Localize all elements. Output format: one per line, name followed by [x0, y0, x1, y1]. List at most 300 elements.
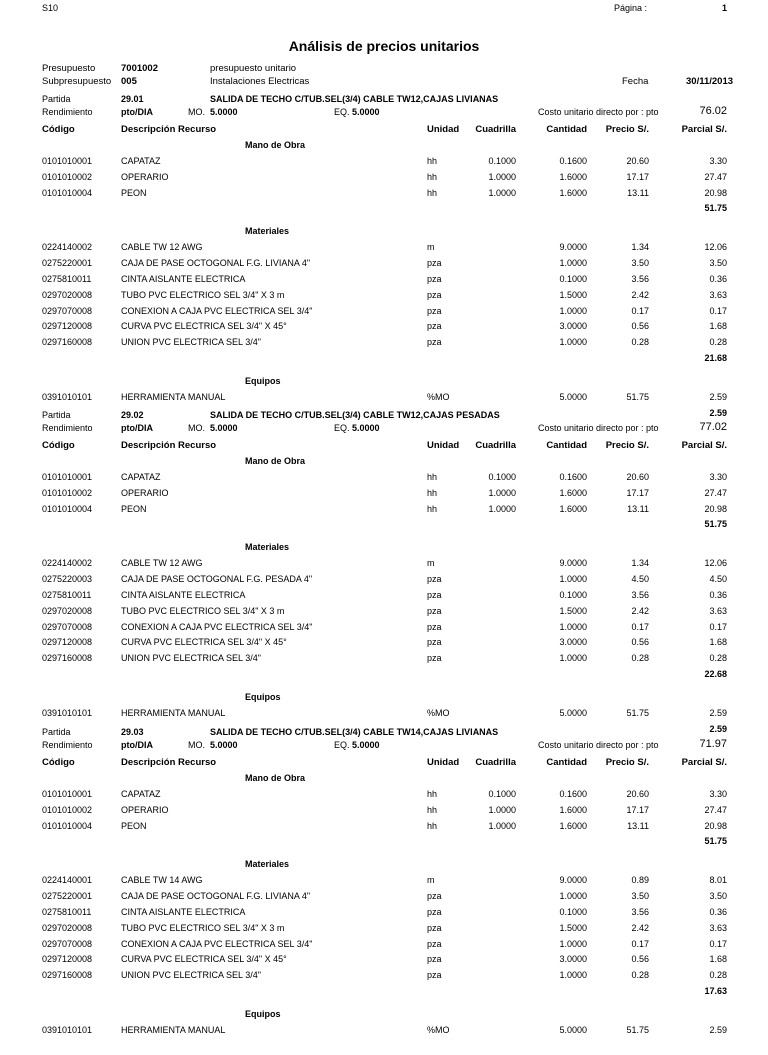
- resource-precio: 3.50: [631, 891, 649, 902]
- section-header: [0, 542, 768, 556]
- section-name: Materiales: [245, 542, 290, 553]
- column-headers: [0, 440, 768, 454]
- resource-unit: m: [427, 875, 435, 886]
- resource-row: [0, 637, 768, 651]
- resource-unit: hh: [427, 503, 438, 514]
- resource-precio: 51.75: [626, 392, 649, 402]
- subpresupuesto-label: Subpresupuesto: [42, 76, 112, 87]
- presupuesto-name: presupuesto unitario: [210, 63, 297, 74]
- resource-code: 0101010001: [42, 789, 93, 799]
- eq-value: 5.0000: [352, 107, 380, 117]
- resource-cantidad: 0.1600: [559, 789, 587, 799]
- resource-code: 0297020008: [42, 605, 93, 616]
- resource-unit: pza: [427, 289, 442, 300]
- partida-label: Partida: [42, 94, 71, 104]
- col-codigo: Código: [42, 757, 75, 768]
- col-parcial: Parcial S/.: [681, 440, 727, 451]
- resource-code: 0101010004: [42, 820, 93, 831]
- resource-unit: hh: [427, 472, 438, 482]
- col-descripcion: Descripción Recurso: [121, 124, 217, 135]
- resource-desc: CURVA PVC ELECTRICA SEL 3/4" X 45°: [121, 637, 287, 648]
- resource-precio: 17.17: [626, 804, 649, 815]
- resource-parcial: 8.01: [709, 875, 727, 886]
- resource-precio: 0.28: [631, 970, 649, 981]
- resource-desc: OPERARIO: [121, 171, 169, 182]
- partida-code: 29.01: [121, 94, 144, 104]
- resource-parcial: 0.28: [709, 653, 727, 664]
- costo-value: 77.02: [699, 421, 727, 433]
- resource-code: 0275220001: [42, 891, 93, 902]
- resource-desc: CAPATAZ: [121, 472, 161, 482]
- resource-desc: CONEXION A CAJA PVC ELECTRICA SEL 3/4": [121, 305, 313, 316]
- col-unidad: Unidad: [427, 440, 460, 451]
- resource-desc: HERRAMIENTA MANUAL: [121, 708, 226, 718]
- resource-code: 0101010001: [42, 156, 93, 166]
- resource-row: [0, 574, 768, 588]
- resource-desc: HERRAMIENTA MANUAL: [121, 1025, 226, 1035]
- costo-value: 71.97: [699, 738, 727, 750]
- col-precio: Precio S/.: [605, 757, 649, 768]
- resource-code: 0297070008: [42, 305, 93, 316]
- col-unidad: Unidad: [427, 757, 460, 768]
- resource-cantidad: 0.1000: [559, 590, 587, 600]
- resource-desc: TUBO PVC ELECTRICO SEL 3/4" X 3 m: [121, 289, 285, 300]
- resource-cantidad: 1.0000: [559, 970, 587, 981]
- resource-unit: pza: [427, 938, 442, 949]
- eq-label: EQ.: [334, 423, 350, 433]
- resource-parcial: 2.59: [709, 708, 727, 718]
- rendimiento-row: [0, 423, 768, 437]
- resource-desc: CAJA DE PASE OCTOGONAL F.G. LIVIANA 4": [121, 258, 311, 269]
- resource-cuadrilla: 1.0000: [488, 804, 516, 815]
- rendimiento-label: Rendimiento: [42, 107, 93, 117]
- resource-code: 0224140001: [42, 875, 93, 886]
- resource-row: [0, 306, 768, 320]
- resource-precio: 51.75: [626, 1025, 649, 1035]
- resource-cantidad: 1.6000: [559, 820, 587, 831]
- col-descripcion: Descripción Recurso: [121, 440, 217, 451]
- resource-cuadrilla: 0.1000: [488, 156, 516, 166]
- resource-desc: CURVA PVC ELECTRICA SEL 3/4" X 45°: [121, 321, 287, 332]
- resource-parcial: 12.06: [704, 242, 727, 253]
- section-header: [0, 1009, 768, 1023]
- resource-parcial: 27.47: [704, 804, 727, 815]
- fecha-value: 30/11/2013: [686, 76, 734, 87]
- resource-parcial: 0.36: [709, 907, 727, 917]
- resource-cuadrilla: 0.1000: [488, 472, 516, 482]
- resource-desc: CAPATAZ: [121, 156, 161, 166]
- col-codigo: Código: [42, 124, 75, 135]
- section-total-value: 51.75: [704, 203, 727, 214]
- resource-cantidad: 1.0000: [559, 574, 587, 585]
- resource-desc: PEON: [121, 187, 147, 198]
- section-header: [0, 456, 768, 470]
- resource-parcial: 2.59: [709, 1025, 727, 1035]
- resource-desc: UNION PVC ELECTRICA SEL 3/4": [121, 653, 261, 664]
- section-total: [0, 986, 768, 1000]
- resource-row: [0, 1025, 768, 1039]
- resource-parcial: 20.98: [704, 820, 727, 831]
- resource-precio: 51.75: [626, 708, 649, 718]
- resource-parcial: 3.63: [709, 605, 727, 616]
- resource-row: [0, 258, 768, 272]
- resource-code: 0297160008: [42, 337, 93, 348]
- resource-precio: 0.17: [631, 305, 649, 316]
- resource-precio: 0.56: [631, 637, 649, 648]
- resource-precio: 20.60: [626, 472, 649, 482]
- column-headers: [0, 124, 768, 138]
- resource-precio: 1.34: [631, 558, 649, 569]
- resource-parcial: 0.17: [709, 305, 727, 316]
- resource-precio: 0.56: [631, 321, 649, 332]
- resource-cantidad: 1.0000: [559, 621, 587, 632]
- resource-unit: hh: [427, 156, 438, 166]
- section-total: [0, 203, 768, 217]
- col-precio: Precio S/.: [605, 124, 649, 135]
- resource-code: 0297070008: [42, 621, 93, 632]
- partida-row: [0, 94, 768, 108]
- rendimiento-label: Rendimiento: [42, 740, 93, 750]
- resource-desc: UNION PVC ELECTRICA SEL 3/4": [121, 337, 261, 348]
- resource-cantidad: 9.0000: [559, 875, 587, 886]
- resource-unit: pza: [427, 605, 442, 616]
- eq-label: EQ.: [334, 107, 350, 117]
- resource-desc: CABLE TW 14 AWG: [121, 875, 203, 886]
- resource-parcial: 20.98: [704, 187, 727, 198]
- resource-cantidad: 1.0000: [559, 653, 587, 664]
- resource-parcial: 27.47: [704, 171, 727, 182]
- resource-row: [0, 172, 768, 186]
- resource-code: 0101010001: [42, 472, 93, 482]
- resource-cuadrilla: 1.0000: [488, 487, 516, 498]
- resource-precio: 0.28: [631, 653, 649, 664]
- col-cantidad: Cantidad: [546, 440, 587, 451]
- resource-precio: 13.11: [627, 187, 649, 198]
- partida-row: [0, 727, 768, 741]
- costo-value: 76.02: [699, 105, 727, 117]
- resource-parcial: 1.68: [709, 321, 727, 332]
- resource-row: [0, 337, 768, 351]
- resource-code: 0101010004: [42, 503, 93, 514]
- section-name: Equipos: [245, 1009, 281, 1019]
- resource-row: [0, 590, 768, 604]
- resource-row: [0, 321, 768, 335]
- resource-desc: CAJA DE PASE OCTOGONAL F.G. PESADA 4": [121, 574, 313, 585]
- resource-row: [0, 891, 768, 905]
- resource-unit: pza: [427, 337, 442, 348]
- partida-label: Partida: [42, 727, 71, 737]
- section-total-value: 51.75: [704, 836, 727, 847]
- resource-desc: CONEXION A CAJA PVC ELECTRICA SEL 3/4": [121, 938, 313, 949]
- resource-parcial: 20.98: [704, 503, 727, 514]
- resource-desc: UNION PVC ELECTRICA SEL 3/4": [121, 970, 261, 981]
- col-cantidad: Cantidad: [546, 757, 587, 768]
- resource-cantidad: 1.0000: [559, 891, 587, 902]
- resource-row: [0, 923, 768, 937]
- resource-parcial: 3.30: [709, 789, 727, 799]
- resource-code: 0224140002: [42, 242, 93, 253]
- resource-cantidad: 3.0000: [559, 954, 587, 965]
- eq-value: 5.0000: [352, 423, 380, 433]
- resource-unit: hh: [427, 187, 438, 198]
- col-precio: Precio S/.: [605, 440, 649, 451]
- mo-value: 5.0000: [210, 740, 238, 750]
- page-label: Página :: [614, 3, 648, 13]
- resource-parcial: 0.36: [709, 274, 727, 284]
- resource-parcial: 1.68: [709, 954, 727, 965]
- resource-precio: 17.17: [626, 487, 649, 498]
- partida-row: [0, 407, 768, 424]
- resource-precio: 1.34: [631, 242, 649, 253]
- resource-unit: pza: [427, 970, 442, 981]
- col-cuadrilla: Cuadrilla: [475, 440, 516, 451]
- resource-parcial: 3.50: [709, 258, 727, 269]
- page-title: Análisis de precios unitarios: [288, 38, 480, 54]
- resource-unit: pza: [427, 305, 442, 316]
- resource-cantidad: 0.1600: [559, 156, 587, 166]
- presupuesto-label: Presupuesto: [42, 63, 96, 74]
- resource-row: [0, 488, 768, 502]
- resource-parcial: 12.06: [704, 558, 727, 569]
- resource-parcial: 27.47: [704, 487, 727, 498]
- col-cuadrilla: Cuadrilla: [475, 124, 516, 135]
- resource-row: [0, 290, 768, 304]
- mo-value: 5.0000: [210, 107, 238, 117]
- resource-row: [0, 970, 768, 984]
- resource-cantidad: 1.6000: [559, 171, 587, 182]
- col-parcial: Parcial S/.: [681, 757, 727, 768]
- resource-code: 0297020008: [42, 289, 93, 300]
- resource-row: [0, 242, 768, 256]
- resource-parcial: 0.17: [709, 938, 727, 949]
- resource-row: [0, 274, 768, 288]
- resource-unit: pza: [427, 637, 442, 648]
- costo-label: Costo unitario directo por : pto: [538, 740, 659, 750]
- resource-row: [0, 392, 768, 406]
- resource-code: 0101010002: [42, 804, 93, 815]
- rendimiento-unit: pto/DIA: [121, 740, 153, 750]
- resource-precio: 2.42: [631, 922, 649, 933]
- resource-code: 0297120008: [42, 637, 93, 648]
- resource-precio: 0.28: [631, 337, 649, 348]
- mo-label: MO.: [188, 423, 205, 433]
- resource-desc: HERRAMIENTA MANUAL: [121, 392, 226, 402]
- resource-code: 0101010004: [42, 187, 93, 198]
- costo-label: Costo unitario directo por : pto: [538, 423, 659, 433]
- resource-unit: pza: [427, 621, 442, 632]
- partida-code: 29.02: [121, 410, 144, 420]
- resource-unit: hh: [427, 789, 438, 799]
- resource-code: 0297120008: [42, 954, 93, 965]
- resource-parcial: 4.50: [709, 574, 727, 585]
- resource-code: 0391010101: [42, 708, 93, 718]
- resource-desc: CURVA PVC ELECTRICA SEL 3/4" X 45°: [121, 954, 287, 965]
- resource-cantidad: 1.0000: [559, 258, 587, 269]
- column-headers: [0, 757, 768, 771]
- resource-parcial: 0.36: [709, 590, 727, 600]
- resource-cuadrilla: 1.0000: [488, 187, 516, 198]
- resource-unit: hh: [427, 804, 438, 815]
- resource-parcial: 1.68: [709, 637, 727, 648]
- resource-code: 0275810011: [42, 907, 92, 917]
- resource-desc: OPERARIO: [121, 804, 169, 815]
- resource-cantidad: 3.0000: [559, 321, 587, 332]
- resource-cantidad: 1.6000: [559, 487, 587, 498]
- resource-row: [0, 805, 768, 819]
- resource-unit: pza: [427, 891, 442, 902]
- rendimiento-row: [0, 740, 768, 754]
- fecha-label: Fecha: [622, 76, 649, 87]
- resource-unit: m: [427, 242, 435, 253]
- resource-unit: %MO: [427, 708, 450, 718]
- section-total-value: 22.68: [704, 669, 727, 679]
- resource-code: 0275220001: [42, 258, 93, 269]
- resource-parcial: 3.30: [709, 156, 727, 166]
- partida-desc: SALIDA DE TECHO C/TUB.SEL(3/4) CABLE TW12,CAJAS PESADAS: [210, 410, 500, 420]
- rendimiento-label: Rendimiento: [42, 423, 93, 433]
- resource-precio: 20.60: [626, 789, 649, 799]
- resource-precio: 3.56: [631, 590, 649, 600]
- resource-desc: OPERARIO: [121, 487, 169, 498]
- section-total-value: 2.59: [709, 407, 727, 418]
- rendimiento-unit: pto/DIA: [121, 423, 153, 433]
- resource-cantidad: 5.0000: [559, 392, 587, 402]
- section-header: [0, 376, 768, 390]
- resource-cantidad: 1.0000: [559, 337, 587, 348]
- resource-row: [0, 954, 768, 968]
- resource-desc: PEON: [121, 503, 147, 514]
- resource-precio: 2.42: [631, 605, 649, 616]
- resource-desc: CINTA AISLANTE ELECTRICA: [121, 907, 246, 917]
- resource-unit: pza: [427, 907, 442, 917]
- resource-code: 0297160008: [42, 653, 93, 664]
- resource-parcial: 3.63: [709, 289, 727, 300]
- resource-unit: hh: [427, 487, 438, 498]
- section-total-value: 21.68: [704, 353, 727, 363]
- resource-cantidad: 1.5000: [559, 922, 587, 933]
- section-total: [0, 669, 768, 683]
- report-code: S10: [42, 3, 59, 13]
- section-name: Mano de Obra: [245, 773, 306, 783]
- resource-row: [0, 156, 768, 170]
- col-codigo: Código: [42, 440, 75, 451]
- mo-value: 5.0000: [210, 423, 238, 433]
- resource-unit: pza: [427, 258, 442, 269]
- resource-unit: pza: [427, 274, 442, 284]
- section-total: [0, 836, 768, 850]
- mo-label: MO.: [188, 740, 205, 750]
- section-header: [0, 140, 768, 154]
- partida-code: 29.03: [121, 727, 144, 737]
- resource-parcial: 0.28: [709, 337, 727, 348]
- resource-code: 0275810011: [42, 590, 92, 600]
- resource-unit: m: [427, 558, 435, 569]
- resource-code: 0275810011: [42, 274, 92, 284]
- resource-code: 0297120008: [42, 321, 93, 332]
- resource-unit: hh: [427, 820, 438, 831]
- subpresupuesto-name: Instalaciones Electricas: [210, 76, 310, 87]
- resource-cantidad: 1.0000: [559, 938, 587, 949]
- rendimiento-row: [0, 107, 768, 121]
- section-header: [0, 773, 768, 787]
- resource-code: 0101010002: [42, 171, 93, 182]
- resource-row: [0, 558, 768, 572]
- section-name: Equipos: [245, 376, 281, 386]
- resource-cuadrilla: 1.0000: [488, 503, 516, 514]
- resource-precio: 4.50: [631, 574, 649, 585]
- resource-row: [0, 708, 768, 722]
- resource-cantidad: 5.0000: [559, 708, 587, 718]
- resource-parcial: 3.50: [709, 891, 727, 902]
- section-total-value: 2.59: [709, 723, 727, 734]
- resource-desc: CINTA AISLANTE ELECTRICA: [121, 274, 246, 284]
- resource-cantidad: 0.1600: [559, 472, 587, 482]
- partida-desc: SALIDA DE TECHO C/TUB.SEL(3/4) CABLE TW12,CAJAS LIVIANAS: [210, 94, 499, 104]
- section-total: [0, 1041, 768, 1055]
- resource-code: 0275220003: [42, 574, 93, 585]
- resource-parcial: 2.59: [709, 392, 727, 402]
- resource-cantidad: 1.5000: [559, 605, 587, 616]
- eq-value: 5.0000: [352, 740, 380, 750]
- resource-desc: CAPATAZ: [121, 789, 161, 799]
- section-name: Materiales: [245, 226, 290, 237]
- resource-row: [0, 188, 768, 202]
- section-total-value: 17.63: [704, 986, 727, 996]
- resource-cuadrilla: 0.1000: [488, 789, 516, 799]
- resource-precio: 0.17: [631, 621, 649, 632]
- resource-cantidad: 1.6000: [559, 187, 587, 198]
- resource-cantidad: 0.1000: [559, 907, 587, 917]
- resource-parcial: 3.63: [709, 922, 727, 933]
- col-cantidad: Cantidad: [546, 124, 587, 135]
- section-header: [0, 859, 768, 873]
- resource-precio: 2.42: [631, 289, 649, 300]
- resource-precio: 3.50: [631, 258, 649, 269]
- resource-row: [0, 606, 768, 620]
- col-unidad: Unidad: [427, 124, 460, 135]
- resource-precio: 3.56: [631, 274, 649, 284]
- resource-parcial: 3.30: [709, 472, 727, 482]
- resource-precio: 0.17: [631, 938, 649, 949]
- resource-parcial: 0.17: [709, 621, 727, 632]
- resource-desc: CABLE TW 12 AWG: [121, 242, 203, 253]
- resource-unit: pza: [427, 590, 442, 600]
- resource-precio: 13.11: [627, 503, 649, 514]
- resource-desc: CAJA DE PASE OCTOGONAL F.G. LIVIANA 4": [121, 891, 311, 902]
- resource-row: [0, 789, 768, 803]
- section-total-value: 51.75: [704, 519, 727, 530]
- mo-label: MO.: [188, 107, 205, 117]
- resource-cantidad: 1.6000: [559, 804, 587, 815]
- resource-cantidad: 1.0000: [559, 305, 587, 316]
- resource-code: 0297020008: [42, 922, 93, 933]
- resource-precio: 0.89: [631, 875, 649, 886]
- section-name: Materiales: [245, 859, 290, 870]
- resource-code: 0297070008: [42, 938, 93, 949]
- resource-cuadrilla: 1.0000: [488, 820, 516, 831]
- resource-row: [0, 939, 768, 953]
- resource-row: [0, 907, 768, 921]
- resource-cantidad: 9.0000: [559, 558, 587, 569]
- resource-unit: pza: [427, 922, 442, 933]
- eq-label: EQ.: [334, 740, 350, 750]
- resource-unit: pza: [427, 574, 442, 585]
- resource-precio: 0.56: [631, 954, 649, 965]
- resource-code: 0101010002: [42, 487, 93, 498]
- subpresupuesto-code: 005: [121, 76, 137, 87]
- section-name: Mano de Obra: [245, 140, 306, 150]
- resource-precio: 13.11: [627, 820, 649, 831]
